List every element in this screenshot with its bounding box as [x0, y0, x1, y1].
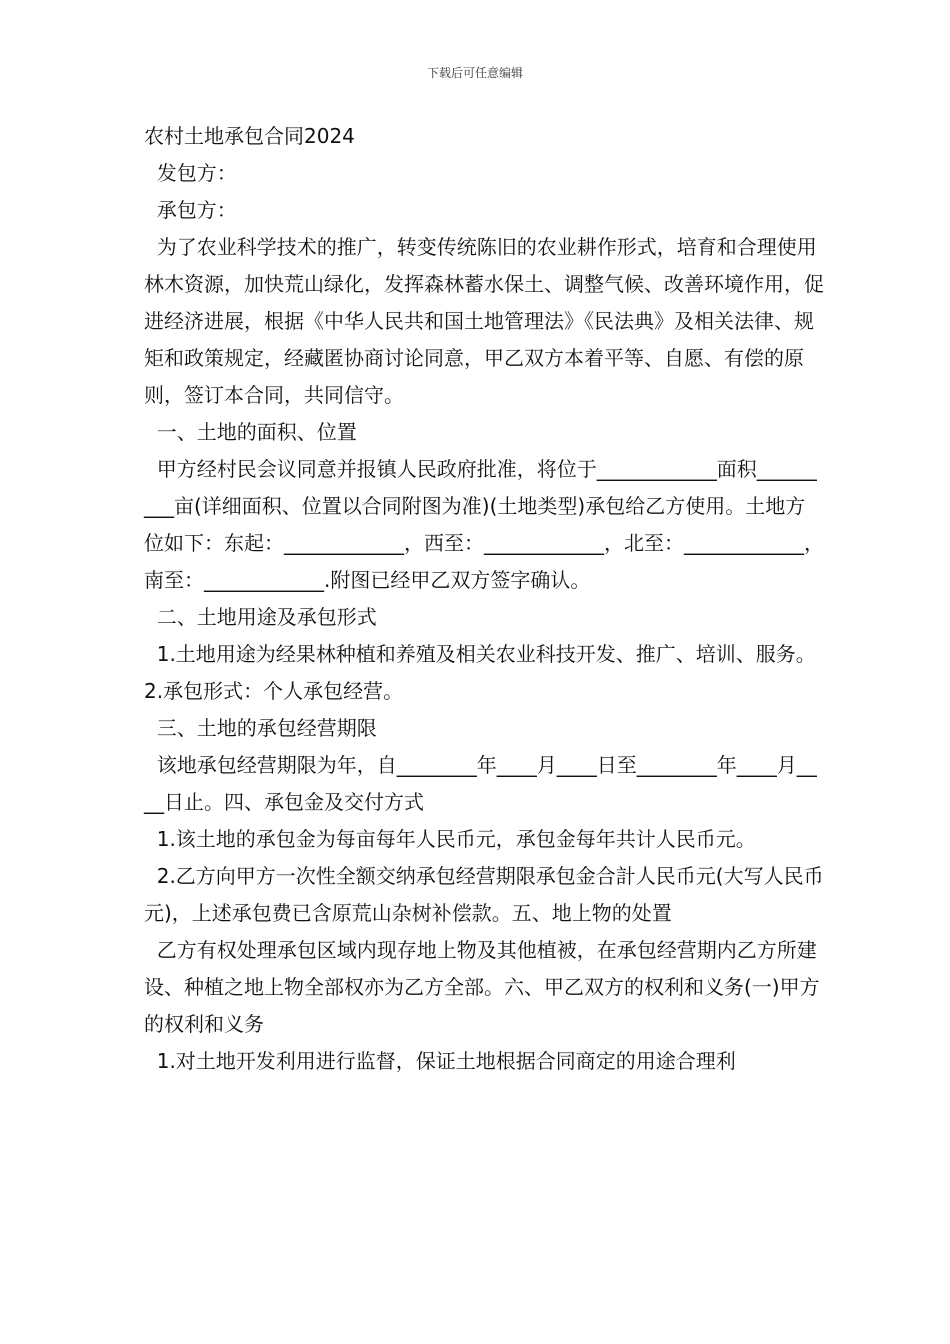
section-4-item-2: 2.乙方向甲方一次性全额交纳承包经营期限承包金合計人民币元(大写人民币元)，上述承包费已含原荒山杂树补偿款。五、地上物的处置: [144, 864, 824, 925]
section-1-paragraph: 甲方经村民会议同意并报镇人民政府批准，将位于____________面积_________亩(详细面积、位置以合同附图为准)(土地类型)承包给乙方使用。土地方位如下：东起：____________，西至：____________，北至：____________，南至：____________.附图已经甲乙双方签字确认。: [144, 457, 824, 592]
document-body: [144, 118, 824, 1080]
section-4-item-1: 1.该土地的承包金为每亩每年人民币元，承包金每年共计人民币元。: [144, 827, 756, 851]
preamble-paragraph: 为了农业科学技术的推广，转变传统陈旧的农业耕作形式，培育和合理使用林木资源，加快荒山绿化，发挥森林蓄水保土、调整气候、改善环境作用，促进经济进展，根据《中华人民共和国土地管理法》《民法典》及相关法律、规矩和政策规定，经藏匿协商讨论同意，甲乙双方本着平等、自愿、有偿的原则，签订本合同，共同信守。: [144, 235, 824, 407]
party-b-line: 承包方：: [144, 198, 237, 222]
section-6-item-1: 1.对土地开发利用进行监督，保证土地根据合同商定的用途合理利: [144, 1049, 736, 1073]
section-5-paragraph: 乙方有权处理承包区域内现存地上物及其他植被，在承包经营期内乙方所建设、种植之地上物全部权亦为乙方全部。六、甲乙双方的权利和义务(一)甲方的权利和义务: [144, 938, 820, 1036]
document-title: 农村土地承包合同2024: [144, 124, 355, 148]
page-header-note: 下载后可任意编辑: [426, 66, 523, 80]
section-2-paragraph: 1.土地用途为经果林种植和养殖及相关农业科技开发、推广、培训、服务。2.承包形式：个人承包经营。: [144, 642, 816, 703]
section-3-paragraph: 该地承包经营期限为年，自________年____月____日至________年____月____日止。四、承包金及交付方式: [144, 753, 817, 814]
section-heading-2: 二、土地用途及承包形式: [144, 605, 377, 629]
section-heading-1: 一、土地的面积、位置: [144, 420, 357, 444]
section-heading-3: 三、土地的承包经营期限: [144, 716, 377, 740]
party-a-line: 发包方：: [144, 161, 237, 185]
